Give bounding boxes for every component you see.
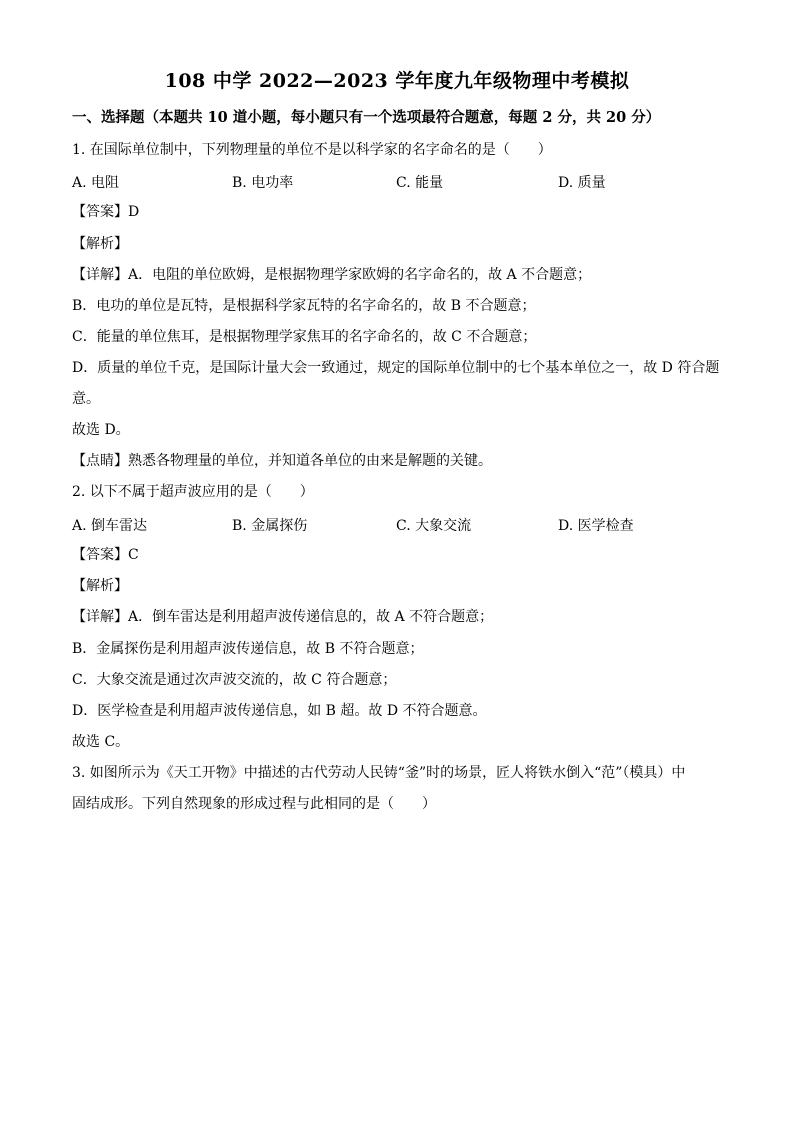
- section-heading: 一、选择题（本题共 10 道小题，每小题只有一个选项最符合题意，每题 2 分，共 20 分）: [72, 109, 661, 126]
- q1-option-d: D. 质量: [558, 175, 606, 191]
- q1-conclusion: 故选 D。: [72, 422, 130, 438]
- q3-stem-line: 3. 如图所示为《天工开物》中描述的古代劳动人民铸“釜”时的场景，匠人将铁水倒入“范”（模具）中: [72, 765, 686, 781]
- q1-detail-line: D．质量的单位千克，是国际计量大会一致通过，规定的国际单位制中的七个基本单位之一，故 D 符合题: [72, 360, 720, 376]
- q2-option-d: D. 医学检查: [558, 518, 634, 534]
- q2-detail-line: B．金属探伤是利用超声波传递信息，故 B 不符合题意；: [72, 641, 424, 657]
- q1-option-a: A. 电阻: [72, 175, 120, 191]
- q2-detail-line: 【详解】A．倒车雷达是利用超声波传递信息的，故 A 不符合题意；: [72, 609, 494, 625]
- q1-answer: 【答案】D: [72, 204, 140, 220]
- q1-comment: 【点睛】熟悉各物理量的单位，并知道各单位的由来是解题的关键。: [72, 453, 492, 469]
- q2-analysis-label: 【解析】: [72, 578, 128, 594]
- q3-stem-line: 固结成形。下列自然现象的形成过程与此相同的是（ ）: [72, 796, 436, 812]
- q1-detail-line: B．电功的单位是瓦特，是根据科学家瓦特的名字命名的，故 B 不合题意；: [72, 298, 536, 314]
- q1-option-c: C. 能量: [396, 175, 444, 191]
- q2-answer: 【答案】C: [72, 547, 139, 563]
- q2-detail-line: D．医学检查是利用超声波传递信息，如 B 超。故 D 不符合题意。: [72, 703, 487, 719]
- page-title: 108 中学 2022—2023 学年度九年级物理中考模拟: [164, 70, 630, 92]
- q1-detail-line: 意。: [72, 391, 100, 407]
- q2-detail-line: C．大象交流是通过次声波交流的，故 C 符合题意；: [72, 672, 397, 688]
- q2-option-a: A. 倒车雷达: [72, 518, 148, 534]
- q2-option-c: C. 大象交流: [396, 518, 472, 534]
- q1-detail-line: C．能量的单位焦耳，是根据物理学家焦耳的名字命名的，故 C 不合题意；: [72, 329, 537, 345]
- q1-detail-line: 【详解】A．电阻的单位欧姆，是根据物理学家欧姆的名字命名的，故 A 不合题意；: [72, 267, 592, 283]
- q1-analysis-label: 【解析】: [72, 236, 128, 252]
- q2-option-b: B. 金属探伤: [232, 518, 308, 534]
- q2-stem: 2. 以下不属于超声波应用的是（ ）: [72, 484, 314, 500]
- q1-option-b: B. 电功率: [232, 175, 294, 191]
- q2-conclusion: 故选 C。: [72, 734, 130, 750]
- q1-stem: 1. 在国际单位制中，下列物理量的单位不是以科学家的名字命名的是（ ）: [72, 142, 552, 158]
